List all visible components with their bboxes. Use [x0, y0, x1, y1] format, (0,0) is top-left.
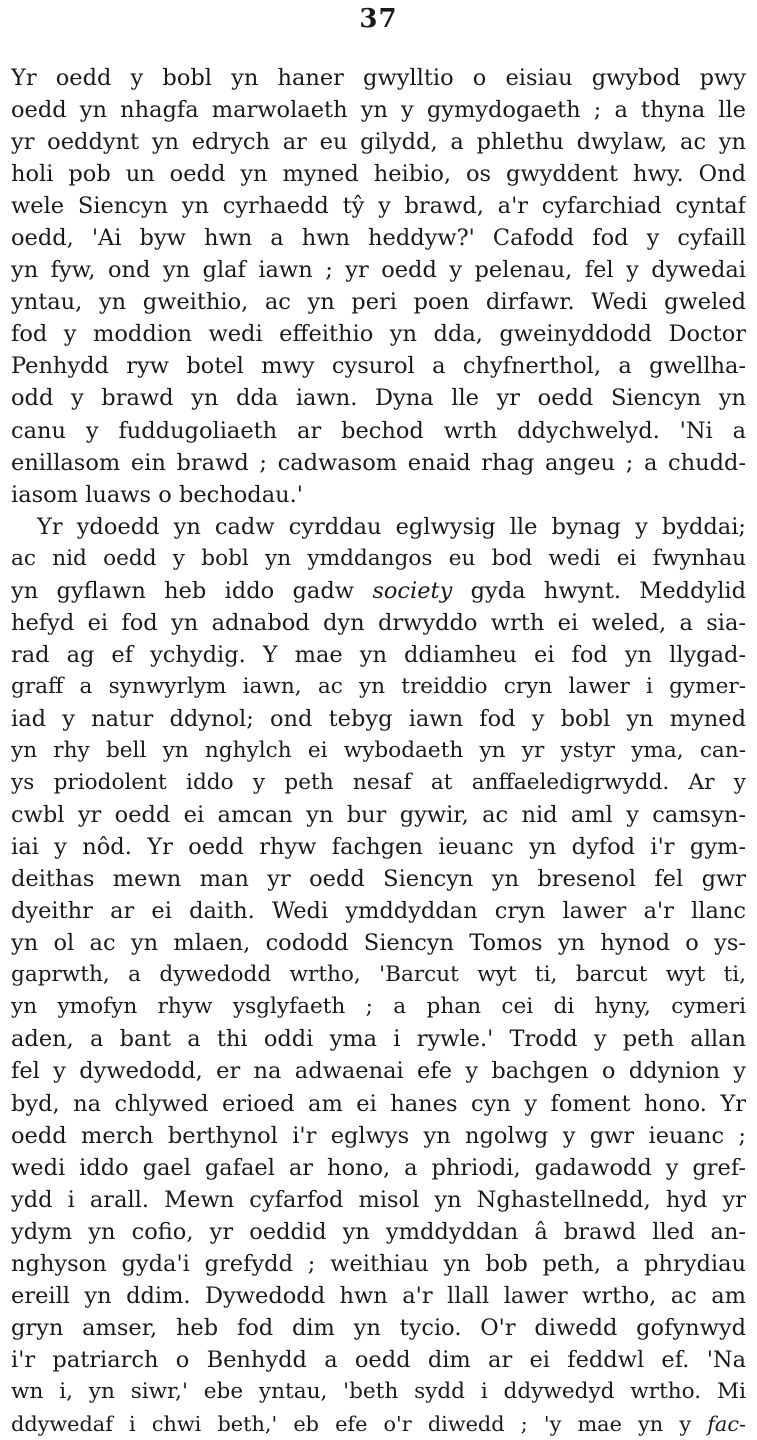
- paragraph-1: [11, 62, 746, 511]
- text-line: wn i, yn siwr,' ebe yntau, 'beth sydd i ddywedyd wrtho. Mi: [11, 1378, 746, 1404]
- text-line: aden, a bant a thi oddi yma i rywle.' Trodd y peth allan: [11, 1026, 746, 1053]
- text-line: iai y nôd. Yr oedd rhyw fachgen ieuanc yn dyfod i'r gym-: [11, 834, 746, 861]
- text-line: oedd, 'Ai byw hwn a hwn heddyw?' Cafodd fod y cyfaill: [11, 225, 746, 252]
- text-line: Yr oedd y bobl yn haner gwylltio o eisiau gwybod pwy: [11, 65, 746, 91]
- text-line: yntau, yn gweithio, ac yn peri poen dirfawr. Wedi gweled: [11, 289, 746, 316]
- text-line: iasom luaws o bechodau.': [11, 481, 303, 508]
- text-line: yr oeddynt yn edrych ar eu gilydd, a phlethu dwylaw, ac yn: [11, 129, 746, 156]
- body-text: [11, 62, 746, 1440]
- text-line: canu y fuddugoliaeth ar bechod wrth ddychwelyd. 'Ni a: [11, 417, 746, 444]
- text-line: ydd i arall. Mewn cyfarfod misol yn Nghastellnedd, hyd yr: [11, 1186, 746, 1213]
- text-line: yn gyflawn heb iddo gadw society gyda hwynt. Meddylid: [11, 577, 746, 604]
- text-line: gaprwth, a dywedodd wrtho, 'Barcut wyt ti, barcut wyt ti,: [11, 962, 746, 988]
- text-line: yn fyw, ond yn glaf iawn ; yr oedd y pelenau, fel y dywedai: [11, 257, 746, 284]
- text-line: nghyson gyda'i grefydd ; weithiau yn bob peth, a phrydiau: [11, 1250, 746, 1277]
- text-line: ydym yn cofio, yr oeddid yn ymddyddan â brawd lled an-: [11, 1218, 746, 1245]
- text-line: oedd yn nhagfa marwolaeth yn y gymydogaeth ; a thyna lle: [11, 97, 746, 124]
- text-line: deithas mewn man yr oedd Siencyn yn bresenol fel gwr: [11, 866, 746, 893]
- text-line: Yr ydoedd yn cadw cyrddau eglwysig lle bynag y byddai;: [37, 513, 746, 540]
- text-line: holi pob un oedd yn myned heibio, os gwyddent hwy. Ond: [11, 161, 746, 188]
- text-line: iad y natur ddynol; ond tebyg iawn fod y bobl yn myned: [11, 705, 746, 732]
- text-line: enillasom ein brawd ; cadwasom enaid rhag angeu ; a chudd-: [11, 449, 746, 476]
- text-line: cwbl yr oedd ei amcan yn bur gywir, ac nid aml y camsyn-: [11, 802, 746, 829]
- page-number: 37: [359, 4, 398, 34]
- text-line: gryn amser, heb fod dim yn tycio. O'r diwedd gofynwyd: [11, 1314, 746, 1341]
- text-line: oedd merch berthynol i'r eglwys yn ngolwg y gwr ieuanc ;: [11, 1122, 746, 1149]
- text-line: fel y dywedodd, er na adwaenai efe y bachgen o ddynion y: [11, 1058, 746, 1085]
- text-line: fod y moddion wedi effeithio yn dda, gweinyddodd Doctor: [11, 321, 746, 348]
- text-line: wele Siencyn yn cyrhaedd tŷ y brawd, a'r cyfarchiad cyntaf: [11, 193, 746, 220]
- text-line: yn rhy bell yn nghylch ei wybodaeth yn yr ystyr yma, can-: [11, 737, 746, 763]
- text-line: hefyd ei fod yn adnabod dyn drwyddo wrth ei weled, a sia-: [11, 609, 746, 636]
- text-line: ereill yn ddim. Dywedodd hwn a'r llall lawer wrtho, ac am: [11, 1282, 746, 1309]
- paragraph-2: [11, 511, 746, 1440]
- text-line: ac nid oedd y bobl yn ymddangos eu bod wedi ei fwynhau: [11, 545, 746, 571]
- text-line: rad ag ef ychydig. Y mae yn ddiamheu ei fod yn llygad-: [11, 641, 746, 668]
- text-line: odd y brawd yn dda iawn. Dyna lle yr oedd Siencyn yn: [11, 385, 746, 412]
- text-line: dyeithr ar ei daith. Wedi ymddyddan cryn lawer a'r llanc: [11, 898, 746, 925]
- text-line: ys priodolent iddo y peth nesaf at anffaeledigrwydd. Ar y: [11, 770, 746, 796]
- text-line: wedi iddo gael gafael ar hono, a phriodi, gadawodd y gref-: [11, 1154, 746, 1181]
- text-line: graff a synwyrlym iawn, ac yn treiddio cryn lawer i gymer-: [11, 673, 746, 699]
- text-line: i'r patriarch o Benhydd a oedd dim ar ei feddwl ef. 'Na: [11, 1346, 746, 1373]
- text-line: ddywedaf i chwi beth,' eb efe o'r diwedd ; 'y mae yn y fac-: [11, 1411, 746, 1436]
- text-line: byd, na chlywed erioed am ei hanes cyn y foment hono. Yr: [11, 1090, 746, 1117]
- text-line: yn ol ac yn mlaen, cododd Siencyn Tomos yn hynod o ys-: [11, 930, 746, 957]
- text-line: Penhydd ryw botel mwy cysurol a chyfnerthol, a gwellha-: [11, 353, 746, 380]
- text-line: yn ymofyn rhyw ysglyfaeth ; a phan cei di hyny, cymeri: [11, 994, 746, 1020]
